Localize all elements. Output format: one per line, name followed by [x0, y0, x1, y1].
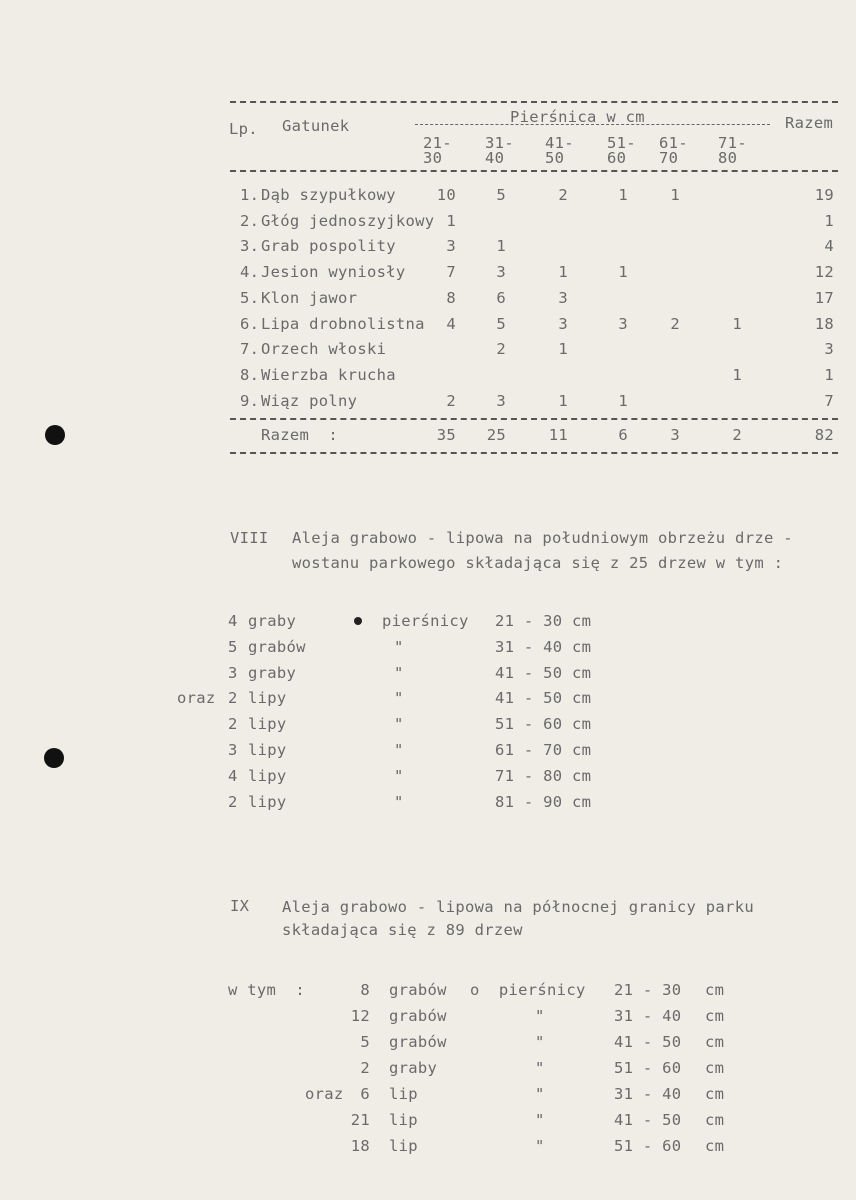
diameter-range: 81 - 90 cm: [495, 792, 592, 811]
range-header-top: 41-: [545, 134, 574, 152]
tree-count: 5: [228, 637, 238, 656]
row-number: 9.: [240, 391, 260, 410]
tree-count: 8: [360, 981, 370, 999]
tree-species: lip: [389, 1137, 418, 1155]
diameter-mark: ": [394, 637, 404, 656]
row-total: 7: [824, 391, 834, 410]
row-number: 7.: [240, 340, 260, 359]
tree-species: graby: [389, 1059, 438, 1077]
range-header-top: 71-: [718, 134, 747, 152]
row-total: 18: [814, 314, 834, 333]
tree-count: 3: [228, 663, 238, 682]
tree-species: graby: [248, 663, 297, 682]
diameter-range: 51 - 60: [614, 1137, 682, 1155]
diameter-mark: ": [535, 1007, 545, 1025]
tree-species: lipy: [248, 689, 287, 708]
list-prefix: oraz: [305, 1085, 344, 1103]
tree-species: lipy: [248, 715, 287, 734]
cell-value: 3: [496, 263, 506, 282]
row-total: 17: [814, 288, 834, 307]
cell-value: 1: [558, 391, 568, 410]
diameter-mark: ": [535, 1085, 545, 1103]
cell-value: 1: [496, 237, 506, 256]
diameter-mark: ": [535, 1059, 545, 1077]
diameter-range: 31 - 40 cm: [495, 637, 592, 656]
species-name: Klon jawor: [261, 288, 358, 307]
diameter-mark: ": [394, 663, 404, 682]
species-name: Wiąz polny: [261, 391, 358, 410]
range-header-bottom: 30: [423, 149, 443, 167]
range-header-top: 21-: [423, 134, 452, 152]
range-header-top: 61-: [659, 134, 688, 152]
diameter-unit: cm: [705, 1059, 725, 1077]
list-prefix: oraz: [177, 689, 216, 708]
diameter-unit: cm: [705, 1111, 725, 1129]
cell-value: 3: [496, 391, 506, 410]
header-razem: Razem: [785, 114, 834, 132]
species-name: Głóg jednoszyjkowy: [261, 211, 435, 230]
tree-species: lip: [389, 1111, 418, 1129]
range-header-bottom: 40: [485, 149, 505, 167]
species-name: Grab pospolity: [261, 237, 396, 256]
cell-value: 5: [496, 314, 506, 333]
header-lp: Lp.: [229, 120, 258, 138]
table-sum-rule-bottom: [230, 452, 838, 454]
tree-count: 4: [228, 612, 238, 630]
row-number: 4.: [240, 263, 260, 282]
tree-count: 5: [360, 1033, 370, 1051]
row-number: 8.: [240, 365, 260, 384]
cell-value: 1: [618, 186, 628, 204]
section9-line1: Aleja grabowo - lipowa na północnej granicy parku: [282, 898, 754, 916]
sum-value: 6: [618, 426, 628, 444]
tree-count: 4: [228, 766, 238, 785]
cell-value: 1: [732, 365, 742, 384]
range-header-bottom: 60: [607, 149, 627, 167]
row-number: 3.: [240, 237, 260, 256]
sum-label: Razem :: [261, 426, 339, 444]
cell-value: 8: [446, 288, 456, 307]
diameter-mark: ": [394, 741, 404, 759]
tree-species: lipy: [248, 792, 287, 811]
tree-species: grabów: [389, 1033, 447, 1051]
tree-count: 12: [350, 1007, 370, 1025]
row-total: 4: [824, 237, 834, 256]
diameter-mark: ": [535, 1033, 545, 1051]
sum-total: 82: [814, 426, 834, 444]
cell-value: 3: [558, 314, 568, 333]
sum-value: 2: [732, 426, 742, 444]
cell-value: 1: [670, 186, 680, 204]
tree-species: lipy: [248, 766, 287, 785]
diameter-unit: cm: [705, 1137, 725, 1155]
cell-value: 2: [446, 391, 456, 410]
tree-species: lip: [389, 1085, 418, 1103]
section9-line2: składająca się z 89 drzew: [282, 921, 523, 939]
diameter-range: 41 - 50 cm: [495, 663, 592, 682]
sum-value: 35: [436, 426, 456, 444]
cell-value: 3: [558, 288, 568, 307]
cell-value: 1: [732, 314, 742, 333]
diameter-range: 71 - 80 cm: [495, 766, 592, 785]
section8-line2: wostanu parkowego składająca się z 25 drzew w tym :: [292, 554, 784, 572]
species-name: Dąb szypułkowy: [261, 186, 396, 204]
cell-value: 6: [496, 288, 506, 307]
range-header-bottom: 70: [659, 149, 679, 167]
binder-hole-bottom: [44, 748, 64, 768]
diameter-range: 61 - 70 cm: [495, 741, 592, 759]
diameter-range: 41 - 50 cm: [495, 689, 592, 708]
diameter-mark: ": [535, 1111, 545, 1129]
diameter-range: 41 - 50: [614, 1033, 682, 1051]
tree-count: 2: [228, 792, 238, 811]
section9-numeral: IX: [230, 897, 250, 915]
row-total: 1: [824, 211, 834, 230]
species-name: Jesion wyniosły: [261, 263, 406, 282]
range-header-bottom: 50: [545, 149, 565, 167]
cell-value: 2: [558, 186, 568, 204]
tree-count: 2: [228, 715, 238, 734]
tree-count: 18: [350, 1137, 370, 1155]
cell-value: 2: [670, 314, 680, 333]
row-number: 5.: [240, 288, 260, 307]
cell-value: 1: [558, 340, 568, 359]
cell-value: 1: [618, 391, 628, 410]
cell-value: 1: [618, 263, 628, 282]
header-piersnica: Pierśnica w cm: [510, 108, 645, 126]
diameter-range: 51 - 60: [614, 1059, 682, 1077]
tree-species: grabów: [389, 1007, 447, 1025]
diameter-unit: cm: [705, 1085, 725, 1103]
diameter-mark: pierśnicy: [382, 612, 469, 630]
row-number: 6.: [240, 314, 260, 333]
tree-species: grabów: [248, 637, 306, 656]
row-total: 12: [814, 263, 834, 282]
tree-count: 2: [228, 689, 238, 708]
diameter-unit: cm: [705, 1033, 725, 1051]
diameter-range: 21 - 30 cm: [495, 612, 592, 630]
cell-value: 3: [618, 314, 628, 333]
section9-lead: w tym :: [228, 981, 306, 999]
section8-numeral: VIII: [230, 529, 269, 547]
diameter-mark: o pierśnicy: [470, 981, 586, 999]
row-total: 19: [814, 186, 834, 204]
section8-line1: Aleja grabowo - lipowa na południowym obrzeżu drze -: [292, 529, 793, 547]
species-name: Lipa drobnolistna: [261, 314, 425, 333]
cell-value: 1: [446, 211, 456, 230]
tree-species: grabów: [389, 981, 447, 999]
bullet-dot: [354, 617, 362, 625]
row-number: 1.: [240, 186, 260, 204]
tree-count: 6: [360, 1085, 370, 1103]
cell-value: 3: [446, 237, 456, 256]
row-total: 1: [824, 365, 834, 384]
table-top-rule: [230, 101, 838, 103]
sum-value: 11: [548, 426, 568, 444]
range-header-top: 51-: [607, 134, 636, 152]
diameter-range: 31 - 40: [614, 1085, 682, 1103]
diameter-range: 31 - 40: [614, 1007, 682, 1025]
cell-value: 7: [446, 263, 456, 282]
header-gatunek: Gatunek: [282, 117, 350, 135]
binder-hole-top: [45, 425, 65, 445]
sum-value: 25: [486, 426, 506, 444]
row-total: 3: [824, 340, 834, 359]
table-sum-rule-top: [230, 418, 838, 420]
diameter-range: 21 - 30: [614, 981, 682, 999]
tree-count: 3: [228, 741, 238, 759]
cell-value: 1: [558, 263, 568, 282]
diameter-mark: ": [394, 715, 404, 734]
range-header-top: 31-: [485, 134, 514, 152]
tree-count: 21: [350, 1111, 370, 1129]
diameter-mark: ": [394, 766, 404, 785]
species-name: Orzech włoski: [261, 340, 387, 359]
table-header-rule: [230, 170, 838, 172]
diameter-mark: ": [394, 792, 404, 811]
diameter-unit: cm: [705, 981, 725, 999]
sum-value: 3: [670, 426, 680, 444]
cell-value: 4: [446, 314, 456, 333]
row-number: 2.: [240, 211, 260, 230]
range-header-bottom: 80: [718, 149, 738, 167]
cell-value: 2: [496, 340, 506, 359]
tree-count: 2: [360, 1059, 370, 1077]
diameter-unit: cm: [705, 1007, 725, 1025]
tree-species: graby: [248, 612, 297, 630]
diameter-range: 51 - 60 cm: [495, 715, 592, 734]
diameter-mark: ": [394, 689, 404, 708]
cell-value: 5: [496, 186, 506, 204]
tree-species: lipy: [248, 741, 287, 759]
species-name: Wierzba krucha: [261, 365, 396, 384]
diameter-mark: ": [535, 1137, 545, 1155]
diameter-range: 41 - 50: [614, 1111, 682, 1129]
cell-value: 10: [436, 186, 456, 204]
